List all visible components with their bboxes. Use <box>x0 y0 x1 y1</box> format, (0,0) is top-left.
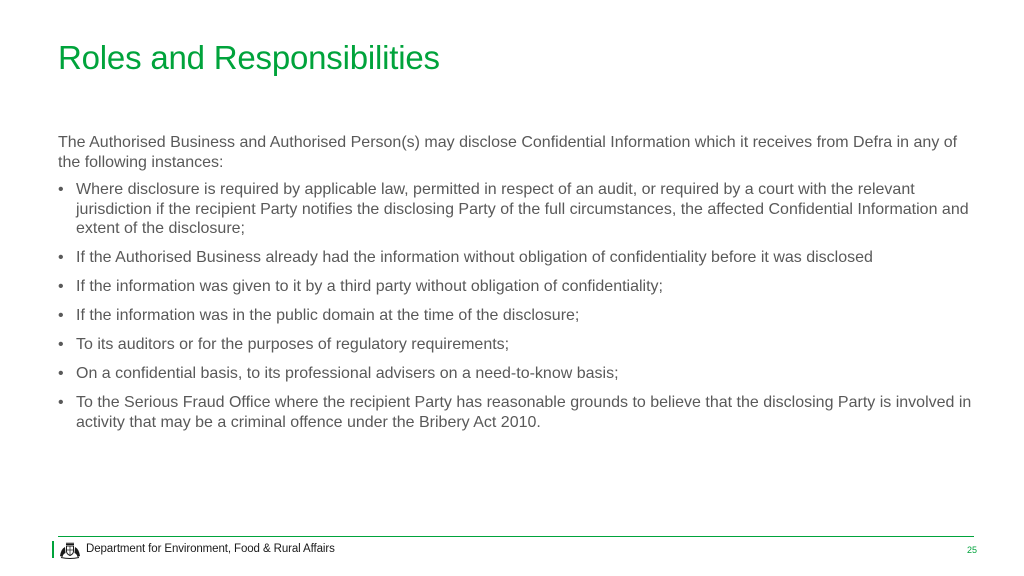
bullet-text: If the information was given to it by a third party without obligation of confidentiality; <box>76 278 663 295</box>
bullet-dot: • <box>58 307 64 324</box>
footer-accent-bar <box>52 541 54 558</box>
royal-crest-icon <box>58 541 82 559</box>
bullet-text: If the information was in the public domain at the time of the disclosure; <box>76 307 580 324</box>
bullet-list <box>58 180 978 432</box>
bullet-dot: • <box>58 249 64 266</box>
page-number: 25 <box>966 545 977 555</box>
intro-paragraph: The Authorised Business and Authorised Person(s) may disclose Confidential Information which it receives from Defra in any of the following instances: <box>58 134 958 171</box>
slide-title: Roles and Responsibilities <box>58 39 440 76</box>
bullet-text: If the Authorised Business already had the information without obligation of confidentiality before it was disclosed <box>76 249 873 266</box>
bullet-item <box>58 306 978 326</box>
bullet-item <box>58 180 978 239</box>
bullet-item <box>58 248 978 268</box>
slide-body <box>58 133 978 442</box>
bullet-item <box>58 393 978 432</box>
bullet-dot: • <box>58 278 64 295</box>
bullet-dot: • <box>58 394 64 411</box>
bullet-item <box>58 364 978 384</box>
bullet-dot: • <box>58 181 64 198</box>
bullet-text: On a confidential basis, to its professional advisers on a need-to-know basis; <box>76 365 619 382</box>
bullet-item <box>58 335 978 355</box>
bullet-dot: • <box>58 365 64 382</box>
bullet-text: To the Serious Fraud Office where the recipient Party has reasonable grounds to believe that the disclosing Party is involved in activity that may be a criminal offence under the Bribery Act 2010. <box>76 394 972 431</box>
bullet-text: Where disclosure is required by applicable law, permitted in respect of an audit, or required by a court with the relevant jurisdiction if the recipient Party notifies the disclosing Party of the full circumstances, the affected Confidential Information and extent of the disclosure; <box>76 181 969 237</box>
bullet-text: To its auditors or for the purposes of regulatory requirements; <box>76 336 510 353</box>
footer-divider <box>58 536 974 537</box>
bullet-item <box>58 277 978 297</box>
department-name: Department for Environment, Food & Rural Affairs <box>86 543 335 555</box>
bullet-dot: • <box>58 336 64 353</box>
